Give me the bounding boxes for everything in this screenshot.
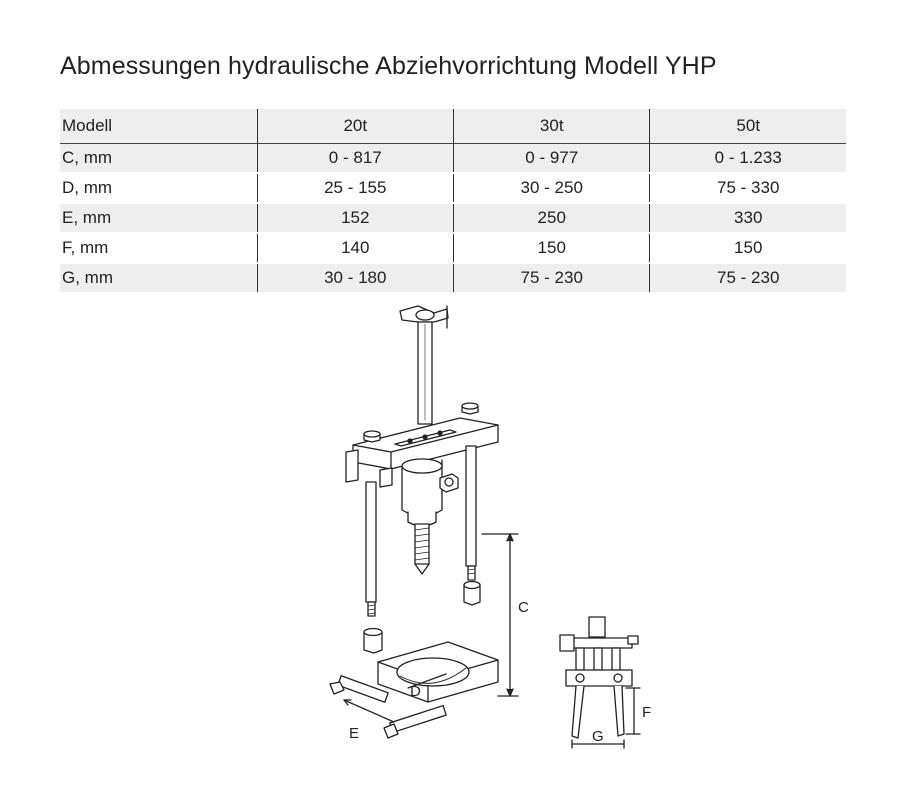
cell-value: 140 [257,233,453,263]
page-title: Abmessungen hydraulische Abziehvorrichtung Modell YHP [60,52,717,80]
header-modell: Modell [60,109,257,144]
header-50t: 50t [650,109,846,144]
row-label: F, mm [60,233,257,263]
row-label: D, mm [60,173,257,203]
label-g: G [592,728,604,745]
cell-value: 75 - 330 [650,173,846,203]
dimension-e [344,700,394,722]
label-e: E [349,725,360,742]
cell-value: 250 [454,203,650,233]
cell-value: 152 [257,203,453,233]
cell-value: 330 [650,203,846,233]
label-c: C [518,599,529,616]
cell-value: 30 - 180 [257,263,453,293]
row-label: E, mm [60,203,257,233]
main-puller-illustration [330,306,498,738]
label-d: D [410,683,421,700]
cell-value: 75 - 230 [454,263,650,293]
cell-value: 0 - 1.233 [650,144,846,174]
cell-value: 150 [650,233,846,263]
cell-value: 75 - 230 [650,263,846,293]
cell-value: 0 - 977 [454,144,650,174]
cell-value: 150 [454,233,650,263]
header-20t: 20t [257,109,453,144]
cell-value: 30 - 250 [454,173,650,203]
cell-value: 25 - 155 [257,173,453,203]
header-30t: 30t [454,109,650,144]
row-label: G, mm [60,263,257,293]
label-f: F [642,704,652,721]
row-label: C, mm [60,144,257,174]
cell-value: 0 - 817 [257,144,453,174]
